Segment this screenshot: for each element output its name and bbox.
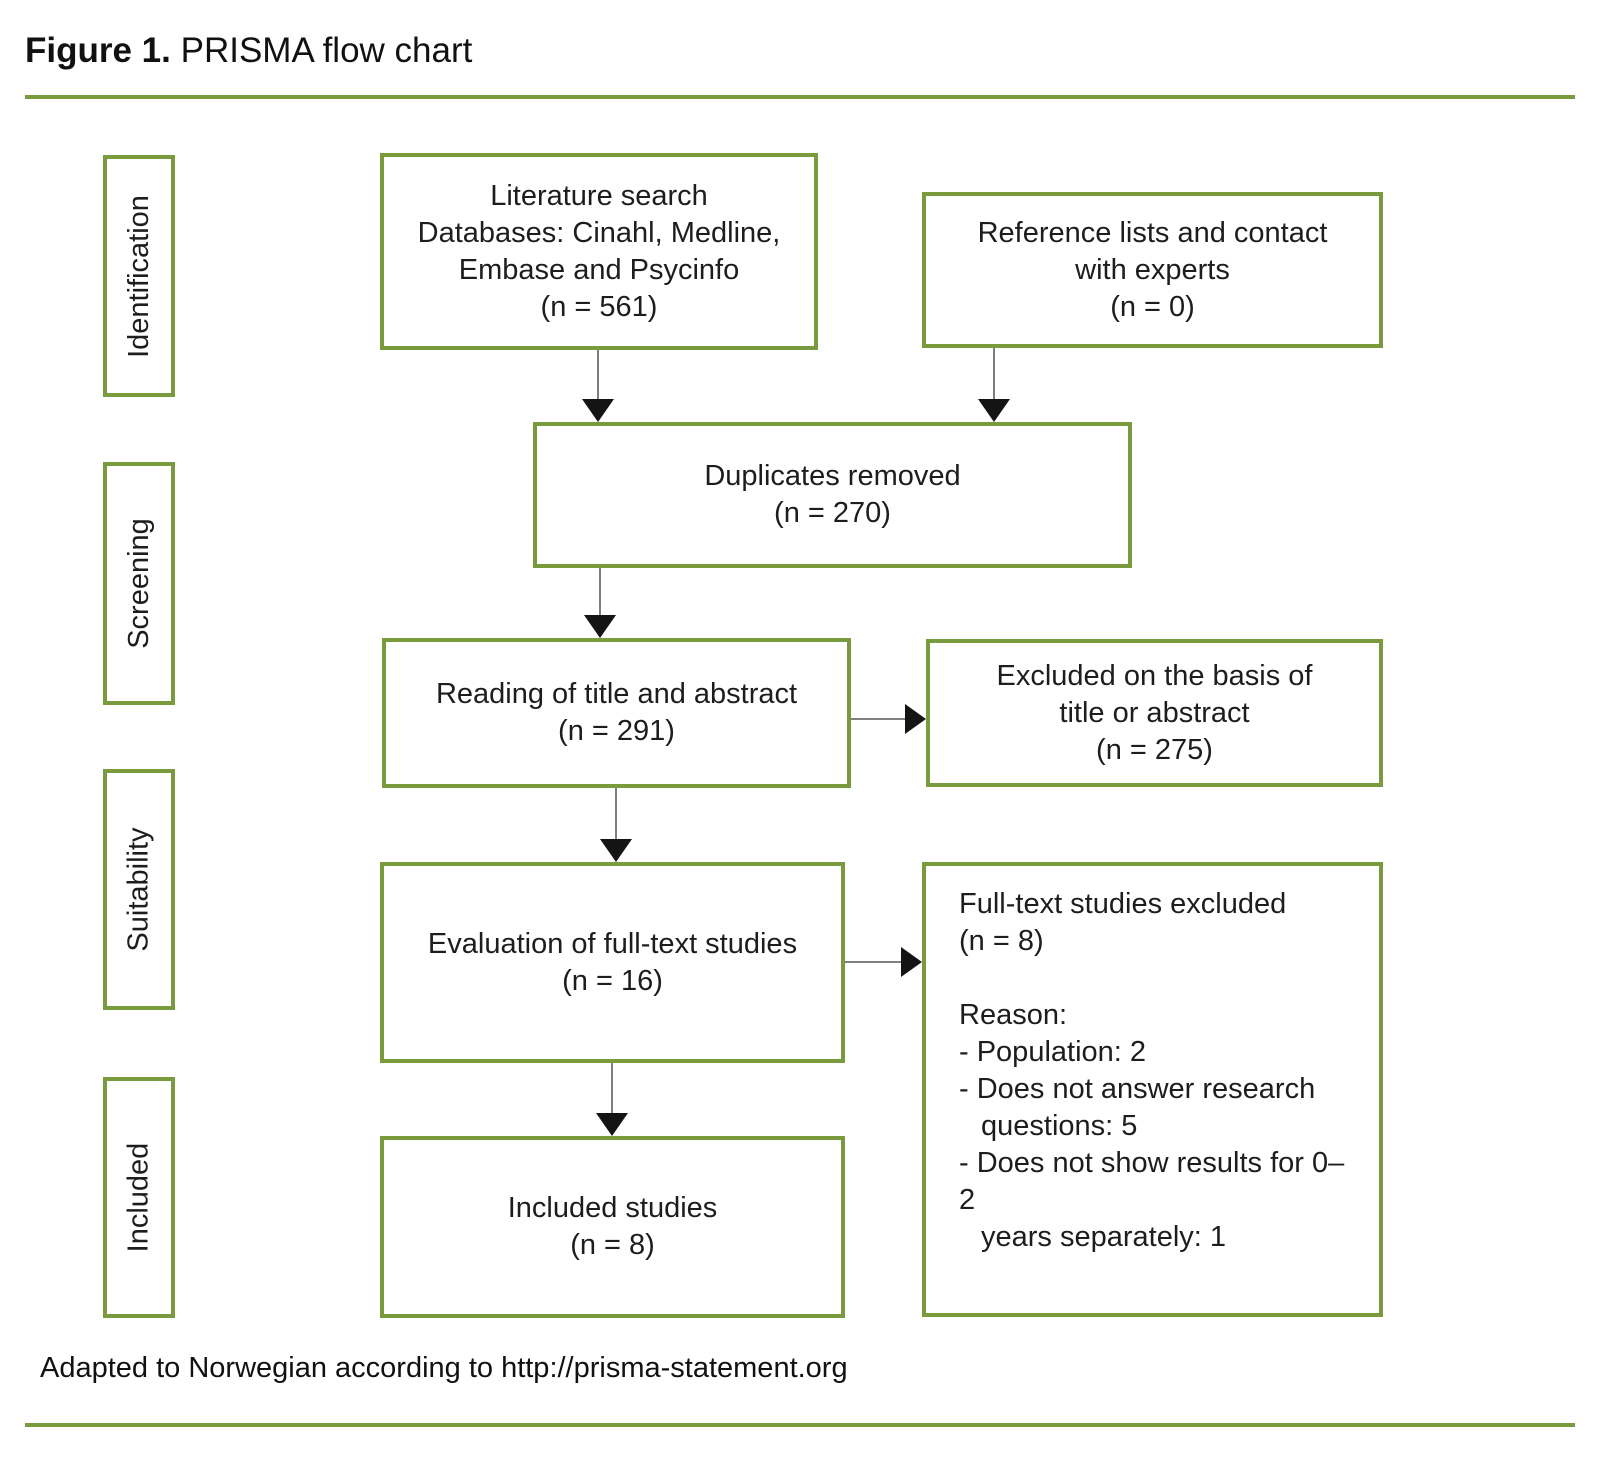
arrow-down-icon: [600, 839, 632, 862]
arrow-down-icon: [582, 399, 614, 422]
box-included-studies-line: Included studies: [507, 1192, 718, 1224]
figure-title-text: PRISMA flow chart: [170, 31, 473, 70]
box-duplicates-removed: [533, 422, 1132, 568]
arrow-right-icon: [905, 704, 926, 734]
stage-suitability-label: Suitability: [122, 827, 155, 952]
box-literature-search-line: Embase and Psycinfo: [458, 253, 740, 286]
connector-reading-to-evaluation: [615, 788, 617, 839]
box-fulltext-excluded-reason-item: - Does not show results for 0–2: [959, 1147, 1345, 1216]
stage-suitability: [103, 769, 175, 1010]
box-literature-search-line: Literature search: [490, 179, 708, 212]
connector-duplicates-to-reading: [599, 568, 601, 615]
box-title-abstract-reading-count: (n = 291): [558, 715, 675, 747]
connector-literature-to-duplicates: [597, 350, 599, 400]
stage-screening: [103, 462, 175, 705]
box-included-studies: [380, 1136, 845, 1318]
box-reference-lists-line: with experts: [1075, 253, 1230, 286]
figure-title-label: Figure 1.: [25, 31, 171, 70]
box-fulltext-excluded-reason-item: years separately: 1: [981, 1221, 1227, 1253]
box-fulltext-excluded-reason-heading: Reason:: [959, 999, 1068, 1031]
box-fulltext-excluded-reason-item: - Population: 2: [959, 1036, 1147, 1068]
top-divider: [25, 95, 1575, 99]
stage-identification: [103, 155, 175, 397]
box-fulltext-evaluation: [380, 862, 845, 1063]
stage-identification-label: Identification: [122, 194, 155, 358]
box-fulltext-excluded-spacer: [959, 960, 1359, 997]
box-title-abstract-reading: [382, 638, 851, 788]
box-fulltext-excluded-reason-item: - Does not answer research: [959, 1073, 1316, 1105]
box-fulltext-excluded: [922, 862, 1383, 1317]
adaptation-note: Adapted to Norwegian according to http://prisma-statement.org: [40, 1352, 848, 1384]
box-fulltext-excluded-count: (n = 8): [959, 925, 1044, 957]
connector-evaluation-to-included: [611, 1063, 613, 1113]
box-literature-search-line: Databases: Cinahl, Medline,: [417, 216, 781, 249]
box-reference-lists: [922, 192, 1383, 348]
box-excluded-title-abstract-line: Excluded on the basis of: [996, 659, 1313, 692]
box-duplicates-removed-line: Duplicates removed: [704, 460, 961, 492]
box-excluded-title-abstract-count: (n = 275): [1096, 733, 1213, 766]
connector-reading-to-excluded: [851, 718, 906, 720]
box-reference-lists-count: (n = 0): [1110, 290, 1195, 323]
stage-included-label: Included: [122, 1142, 155, 1253]
box-fulltext-evaluation-line: Evaluation of full-text studies: [427, 927, 798, 960]
box-literature-search: [380, 153, 818, 350]
connector-reference-to-duplicates: [993, 348, 995, 400]
box-reference-lists-line: Reference lists and contact: [977, 216, 1328, 249]
arrow-down-icon: [978, 399, 1010, 422]
box-fulltext-excluded-line: Full-text studies excluded: [959, 888, 1287, 920]
box-duplicates-removed-count: (n = 270): [774, 497, 891, 529]
figure-title: [25, 30, 472, 72]
arrow-down-icon: [596, 1113, 628, 1136]
bottom-divider: [25, 1423, 1575, 1427]
connector-evaluation-to-fulltext-excluded: [845, 961, 902, 963]
box-fulltext-excluded-reason-item: questions: 5: [981, 1110, 1138, 1142]
box-fulltext-evaluation-count: (n = 16): [562, 964, 663, 997]
box-literature-search-count: (n = 561): [540, 290, 658, 323]
box-excluded-title-abstract-line: title or abstract: [1059, 696, 1250, 729]
box-title-abstract-reading-line: Reading of title and abstract: [435, 678, 798, 710]
stage-screening-label: Screening: [122, 518, 155, 649]
arrow-right-icon: [901, 947, 922, 977]
box-included-studies-count: (n = 8): [570, 1229, 655, 1261]
box-excluded-title-abstract: [926, 639, 1383, 787]
stage-included: [103, 1077, 175, 1318]
arrow-down-icon: [584, 615, 616, 638]
